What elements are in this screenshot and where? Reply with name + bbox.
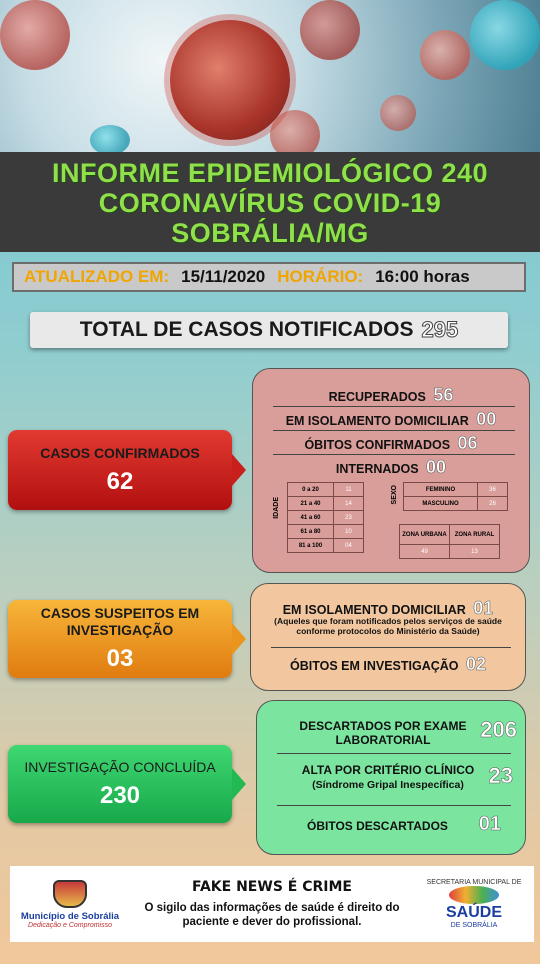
deaths-row — [253, 433, 529, 454]
divider — [271, 647, 511, 648]
virus-particle — [90, 125, 130, 152]
hosp-label: INTERNADOS — [335, 462, 419, 476]
age-count: 04 — [334, 539, 364, 553]
virus-particle — [420, 30, 470, 80]
suspected-value: 03 — [106, 645, 134, 672]
total-cases-bar — [30, 312, 508, 348]
age-row — [288, 525, 364, 539]
time-label: HORÁRIO: — [277, 267, 364, 286]
zone-table — [399, 524, 500, 559]
age-label: IDADE — [273, 497, 280, 519]
discarded-deaths-value: 01 — [478, 813, 501, 835]
sobralia-label: DE SOBRÁLIA — [450, 922, 498, 929]
suspected-label: CASOS SUSPEITOS EM INVESTIGAÇÃO — [40, 605, 200, 638]
sex-name: MASCULINO — [404, 497, 478, 511]
hands-icon — [449, 886, 499, 904]
fake-news-heading: FAKE NEWS É CRIME — [192, 879, 352, 895]
age-range: 81 a 100 — [288, 539, 334, 553]
updated-label: ATUALIZADO EM: — [24, 267, 170, 286]
title-line-3: SOBRÁLIA/MG — [171, 218, 369, 248]
sex-name: FEMININO — [404, 483, 478, 497]
discharge-value: 23 — [488, 763, 513, 788]
discharge-note: (Síndrome Gripal Inespecífica) — [312, 779, 464, 791]
sex-label: SEXO — [391, 485, 398, 505]
sex-count: 26 — [478, 497, 508, 511]
zone-header-row — [400, 525, 500, 545]
age-range: 0 a 20 — [288, 483, 334, 497]
saude-label: SAÚDE — [445, 904, 502, 921]
age-range: 61 a 80 — [288, 525, 334, 539]
zone-count: 13 — [450, 545, 500, 559]
susp-isolation-label: EM ISOLAMENTO DOMICILIAR — [282, 603, 466, 617]
discharge-label: ALTA POR CRITÉRIO CLÍNICO — [301, 763, 475, 777]
coronavirus-banner-image — [0, 0, 540, 152]
divider — [277, 805, 511, 806]
confirmed-details-panel — [252, 368, 530, 573]
sex-count: 36 — [478, 483, 508, 497]
age-range: 21 a 40 — [288, 497, 334, 511]
updated-date: 15/11/2020 — [181, 267, 266, 286]
discarded-value: 206 — [480, 717, 517, 742]
suspected-details-panel — [250, 583, 526, 691]
recovered-value: 56 — [433, 385, 454, 405]
concluded-label: INVESTIGAÇÃO CONCLUÍDA — [24, 758, 216, 775]
susp-deaths-label: ÓBITOS EM INVESTIGAÇÃO — [289, 659, 459, 673]
discarded-label: DESCARTADOS POR EXAME LABORATORIAL — [299, 719, 467, 747]
age-count: 23 — [334, 511, 364, 525]
virus-particle — [470, 0, 540, 70]
zone-count: 49 — [400, 545, 450, 559]
age-range: 41 a 60 — [288, 511, 334, 525]
deaths-label: ÓBITOS CONFIRMADOS — [304, 438, 451, 452]
age-row — [288, 483, 364, 497]
discarded-deaths-label: ÓBITOS DESCARTADOS — [307, 819, 448, 833]
zone-name: ZONA RURAL — [450, 525, 500, 545]
age-row — [288, 497, 364, 511]
total-value: 295 — [421, 317, 459, 342]
concluded-investigation-box — [8, 745, 232, 823]
virus-particle — [300, 0, 360, 60]
concluded-value: 230 — [99, 781, 141, 809]
divider — [273, 430, 515, 431]
footer-banner — [10, 866, 534, 942]
confidentiality-note: O sigilo das informações de saúde é direito do paciente e dever do profissional. — [144, 902, 400, 928]
age-row — [288, 511, 364, 525]
divider — [273, 406, 515, 407]
coat-of-arms-icon — [53, 880, 87, 908]
virus-particle-main — [170, 20, 290, 140]
isolation-row — [253, 409, 529, 430]
suspected-cases-box — [8, 600, 232, 678]
title-line-1: INFORME EPIDEMIOLÓGICO 240 — [51, 158, 489, 188]
virus-particle — [0, 0, 70, 70]
confirmed-value: 62 — [106, 467, 134, 495]
recovered-label: RECUPERADOS — [328, 390, 426, 404]
divider — [273, 454, 515, 455]
susp-isolation-value: 01 — [473, 598, 494, 618]
isolation-value: 00 — [476, 409, 497, 429]
age-table — [287, 482, 364, 553]
confirmed-cases-box — [8, 430, 232, 510]
age-count: 14 — [334, 497, 364, 511]
update-bar — [12, 262, 526, 292]
concluded-details-panel — [256, 700, 526, 855]
confirmed-label: CASOS CONFIRMADOS — [40, 444, 200, 461]
susp-deaths-row — [251, 654, 525, 675]
susp-deaths-value: 02 — [466, 654, 487, 674]
virus-particle — [380, 95, 416, 131]
isolation-label: EM ISOLAMENTO DOMICILIAR — [285, 414, 469, 428]
title-line-2: CORONAVÍRUS COVID-19 — [98, 188, 442, 218]
age-count: 10 — [334, 525, 364, 539]
hosp-row — [253, 457, 529, 478]
municipality-slogan: Dedicação e Compromisso — [27, 921, 113, 929]
total-label: TOTAL DE CASOS NOTIFICADOS — [79, 318, 414, 341]
deaths-value: 06 — [457, 433, 478, 453]
report-title — [0, 152, 540, 252]
municipality-name: Município de Sobrália — [20, 910, 120, 922]
divider — [277, 753, 511, 754]
recovered-row — [253, 385, 529, 406]
time-value: 16:00 horas — [375, 267, 470, 286]
zone-count-row — [400, 545, 500, 559]
sex-row — [404, 483, 508, 497]
susp-isolation-note: (Aqueles que foram notificados pelos serviços de saúde conforme protocolos do Ministério da Saúde) — [274, 616, 502, 636]
sex-row — [404, 497, 508, 511]
age-count: 11 — [334, 483, 364, 497]
health-secretariat-logo — [414, 866, 534, 942]
municipality-logo — [10, 866, 130, 942]
hosp-value: 00 — [426, 457, 447, 477]
age-row — [288, 539, 364, 553]
sex-table — [403, 482, 508, 511]
secretariat-label: SECRETARIA MUNICIPAL DE — [426, 879, 522, 886]
zone-name: ZONA URBANA — [400, 525, 450, 545]
footer-message — [130, 879, 414, 929]
